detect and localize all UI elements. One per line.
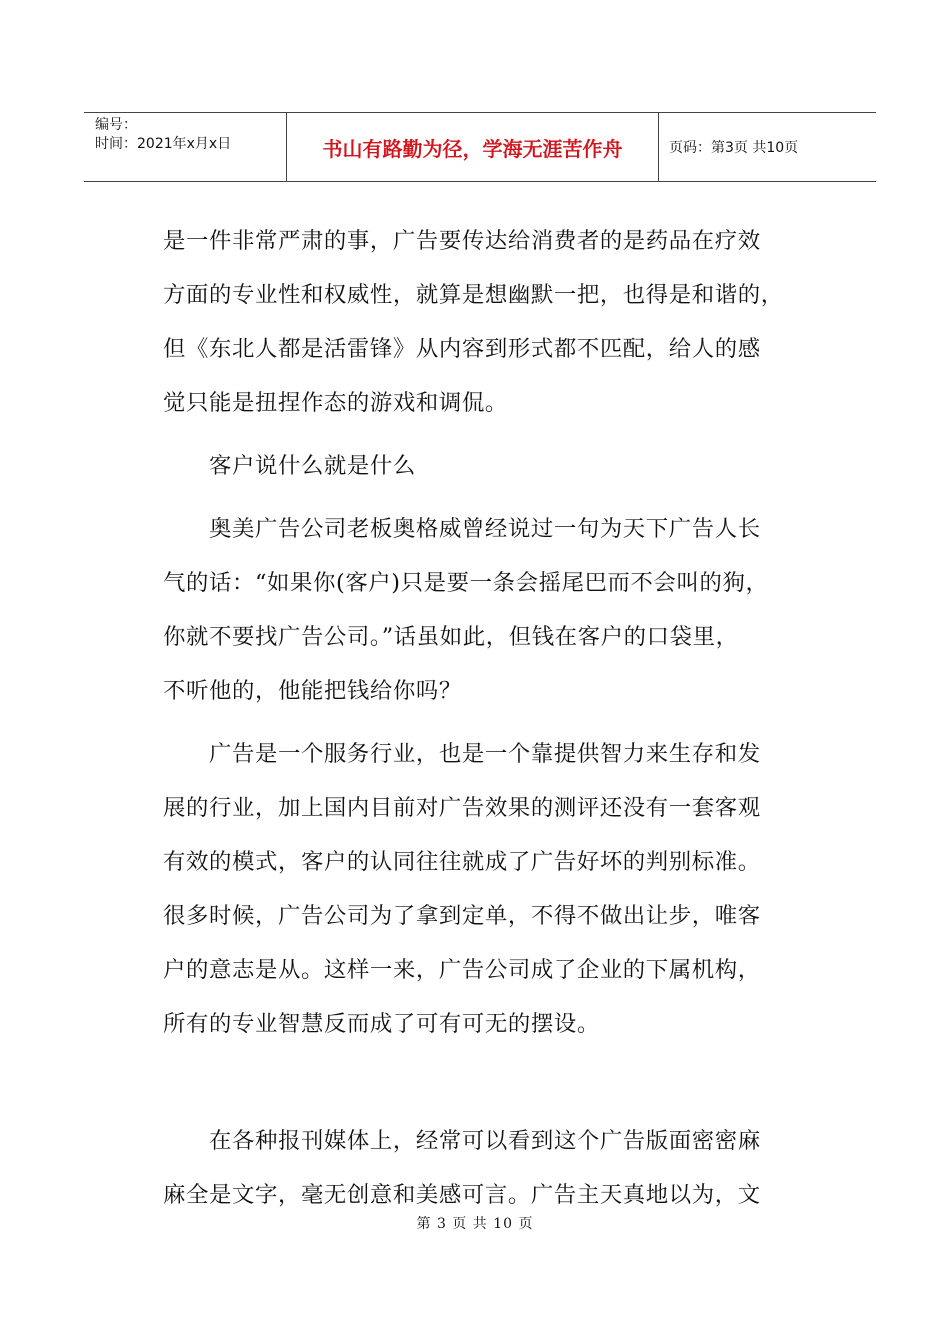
- paragraph: [163, 1114, 795, 1222]
- number-label: 编号：: [95, 117, 137, 133]
- text-line: 所有的专业智慧反而成了可有可无的摆设。: [163, 1011, 600, 1037]
- text-line: 有效的模式，客户的认同往往就成了广告好坏的判别标准。: [163, 849, 761, 875]
- page-footer: 第 3 页 共 10 页: [416, 1216, 534, 1232]
- text-line: 方面的专业性和权威性，就算是想幽默一把，也得是和谐的，: [163, 282, 784, 308]
- header-meta: [84, 113, 286, 181]
- text-line: 是一件非常严肃的事，广告要传达给消费者的是药品在疗效: [163, 228, 761, 254]
- time-label: 时间：2021年x月x日: [95, 136, 232, 152]
- document-header: [84, 112, 876, 182]
- text-line: 但《东北人都是活雷锋》从内容到形式都不匹配，给人的感: [163, 336, 761, 362]
- text-line: 展的行业，加上国内目前对广告效果的测评还没有一套客观: [163, 795, 761, 821]
- section-heading: [163, 439, 795, 493]
- text-line: 在各种报刊媒体上，经常可以看到这个广告版面密密麻: [163, 1128, 761, 1154]
- text-line: 户的意志是从。这样一来，广告公司成了企业的下属机构，: [163, 957, 761, 983]
- text-line: 你就不要找广告公司。”话虽如此，但钱在客户的口袋里，: [163, 624, 739, 650]
- text-line: 很多时候，广告公司为了拿到定单，不得不做出让步，唯客: [163, 903, 761, 929]
- paragraph: [163, 214, 795, 430]
- header-page-info: 页码：第3页 共10页: [669, 140, 799, 156]
- text-line: 气的话：“如果你(客户)只是要一条会摇尾巴而不会叫的狗，: [163, 570, 769, 596]
- text-line: 客户说什么就是什么: [163, 453, 416, 479]
- text-line: 广告是一个服务行业，也是一个靠提供智力来生存和发: [163, 741, 761, 767]
- paragraph: [163, 727, 795, 1051]
- text-line: 奥美广告公司老板奥格威曾经说过一句为天下广告人长: [163, 516, 761, 542]
- document-body: [163, 214, 795, 1222]
- paragraph: [163, 502, 795, 718]
- text-line: 觉只能是扭捏作态的游戏和调侃。: [163, 390, 508, 416]
- text-line: 不听他的，他能把钱给你吗？: [163, 678, 462, 704]
- header-motto: 书山有路勤为径，学海无涯苦作舟: [286, 113, 659, 181]
- text-line: 麻全是文字，毫无创意和美感可言。广告主天真地以为，文: [163, 1182, 761, 1208]
